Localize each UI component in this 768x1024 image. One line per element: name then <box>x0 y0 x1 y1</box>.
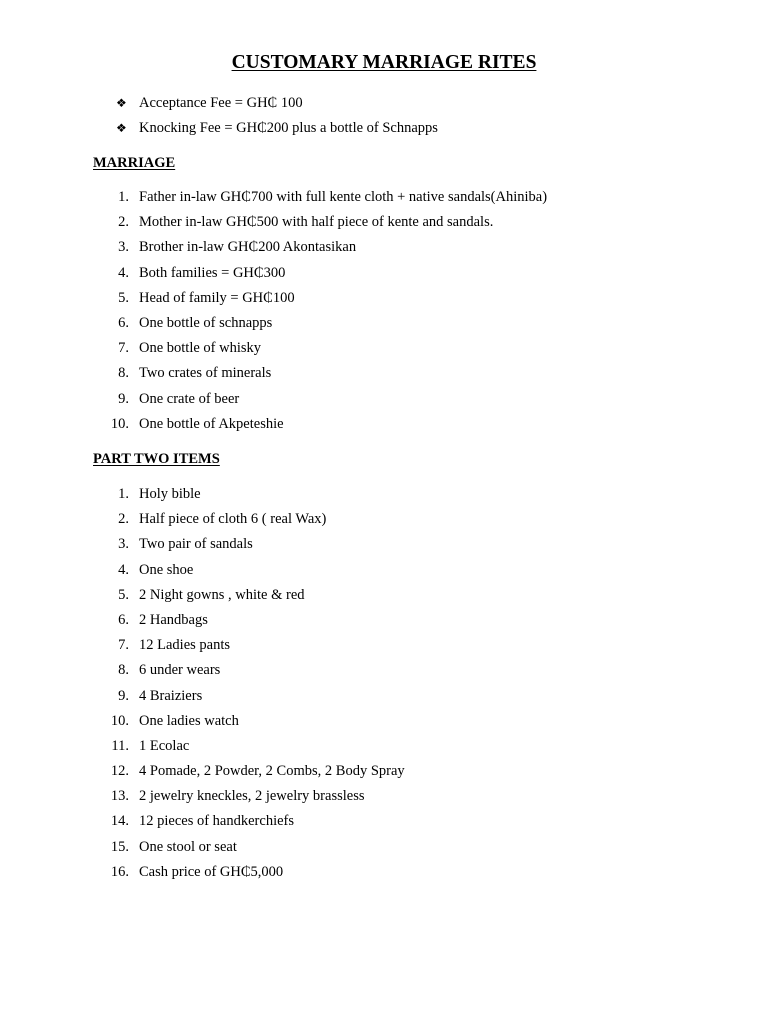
item-number: 4. <box>118 561 129 578</box>
list-item <box>116 116 438 141</box>
item-text: Half piece of cloth 6 ( real Wax) <box>139 511 327 528</box>
item-number: 7. <box>118 637 129 654</box>
item-text: 2 jewelry kneckles, 2 jewelry brassless <box>139 788 365 805</box>
item-text: One ladies watch <box>139 712 239 729</box>
item-number: 12. <box>110 763 129 780</box>
item-number: 15. <box>110 838 129 855</box>
item-number: 6. <box>118 611 129 628</box>
item-number: 6. <box>118 314 129 331</box>
fee-text: Acceptance Fee = GH₵ 100 <box>139 95 303 111</box>
item-text: One bottle of schnapps <box>139 314 273 331</box>
item-text: One bottle of Akpeteshie <box>139 415 284 432</box>
item-text: 12 pieces of handkerchiefs <box>139 813 295 830</box>
diamond-bullet-icon: ❖ <box>116 96 127 110</box>
item-number: 4. <box>118 264 129 281</box>
item-number: 5. <box>118 289 129 306</box>
item-number: 11. <box>111 737 129 754</box>
item-text: Mother in-law GH₵500 with half piece of kente and sandals. <box>139 214 494 231</box>
item-text: Brother in-law GH₵200 Akontasikan <box>139 239 357 256</box>
item-text: 1 Ecolac <box>139 737 190 754</box>
item-text: One shoe <box>139 561 194 578</box>
diamond-bullet-icon: ❖ <box>116 121 127 135</box>
item-number: 3. <box>118 536 129 553</box>
item-number: 2. <box>118 511 129 528</box>
item-number: 14. <box>110 813 129 830</box>
item-number: 8. <box>118 662 129 679</box>
item-text: 2 Handbags <box>139 611 208 628</box>
item-text: Both families = GH₵300 <box>139 264 286 281</box>
item-text: One stool or seat <box>139 838 237 855</box>
item-text: 4 Pomade, 2 Powder, 2 Combs, 2 Body Spray <box>139 763 405 780</box>
item-number: 3. <box>118 239 129 256</box>
item-number: 7. <box>118 340 129 357</box>
item-number: 1. <box>118 486 129 502</box>
fee-text: Knocking Fee = GH₵200 plus a bottle of Schnapps <box>139 120 438 136</box>
item-text: 6 under wears <box>139 662 221 679</box>
item-number: 1. <box>118 189 129 205</box>
item-number: 9. <box>118 390 129 407</box>
section-heading-marriage: MARRIAGE <box>93 155 176 171</box>
item-text: 4 Braiziers <box>139 687 203 704</box>
item-text: Cash price of GH₵5,000 <box>139 863 284 880</box>
item-text: Head of family = GH₵100 <box>139 289 295 306</box>
item-number: 10. <box>110 712 129 729</box>
item-number: 9. <box>118 687 129 704</box>
item-number: 13. <box>110 788 129 805</box>
section-heading-part-two: PART TWO ITEMS <box>93 451 220 467</box>
fees-list <box>116 91 438 141</box>
item-text: Father in-law GH₵700 with full kente cloth + native sandals(Ahiniba) <box>139 189 548 205</box>
page-title: CUSTOMARY MARRIAGE RITES <box>231 52 537 73</box>
item-number: 5. <box>118 586 129 603</box>
item-number: 8. <box>118 365 129 382</box>
item-text: 12 Ladies pants <box>139 637 231 654</box>
item-text: 2 Night gowns , white & red <box>139 586 305 603</box>
item-number: 10. <box>110 415 129 432</box>
item-number: 2. <box>118 214 129 231</box>
item-text: Two crates of minerals <box>139 365 272 382</box>
item-number: 16. <box>110 863 129 880</box>
item-text: Two pair of sandals <box>139 536 253 553</box>
list-item <box>116 91 438 116</box>
item-text: One bottle of whisky <box>139 340 262 357</box>
item-text: Holy bible <box>139 486 201 502</box>
item-text: One crate of beer <box>139 390 240 407</box>
